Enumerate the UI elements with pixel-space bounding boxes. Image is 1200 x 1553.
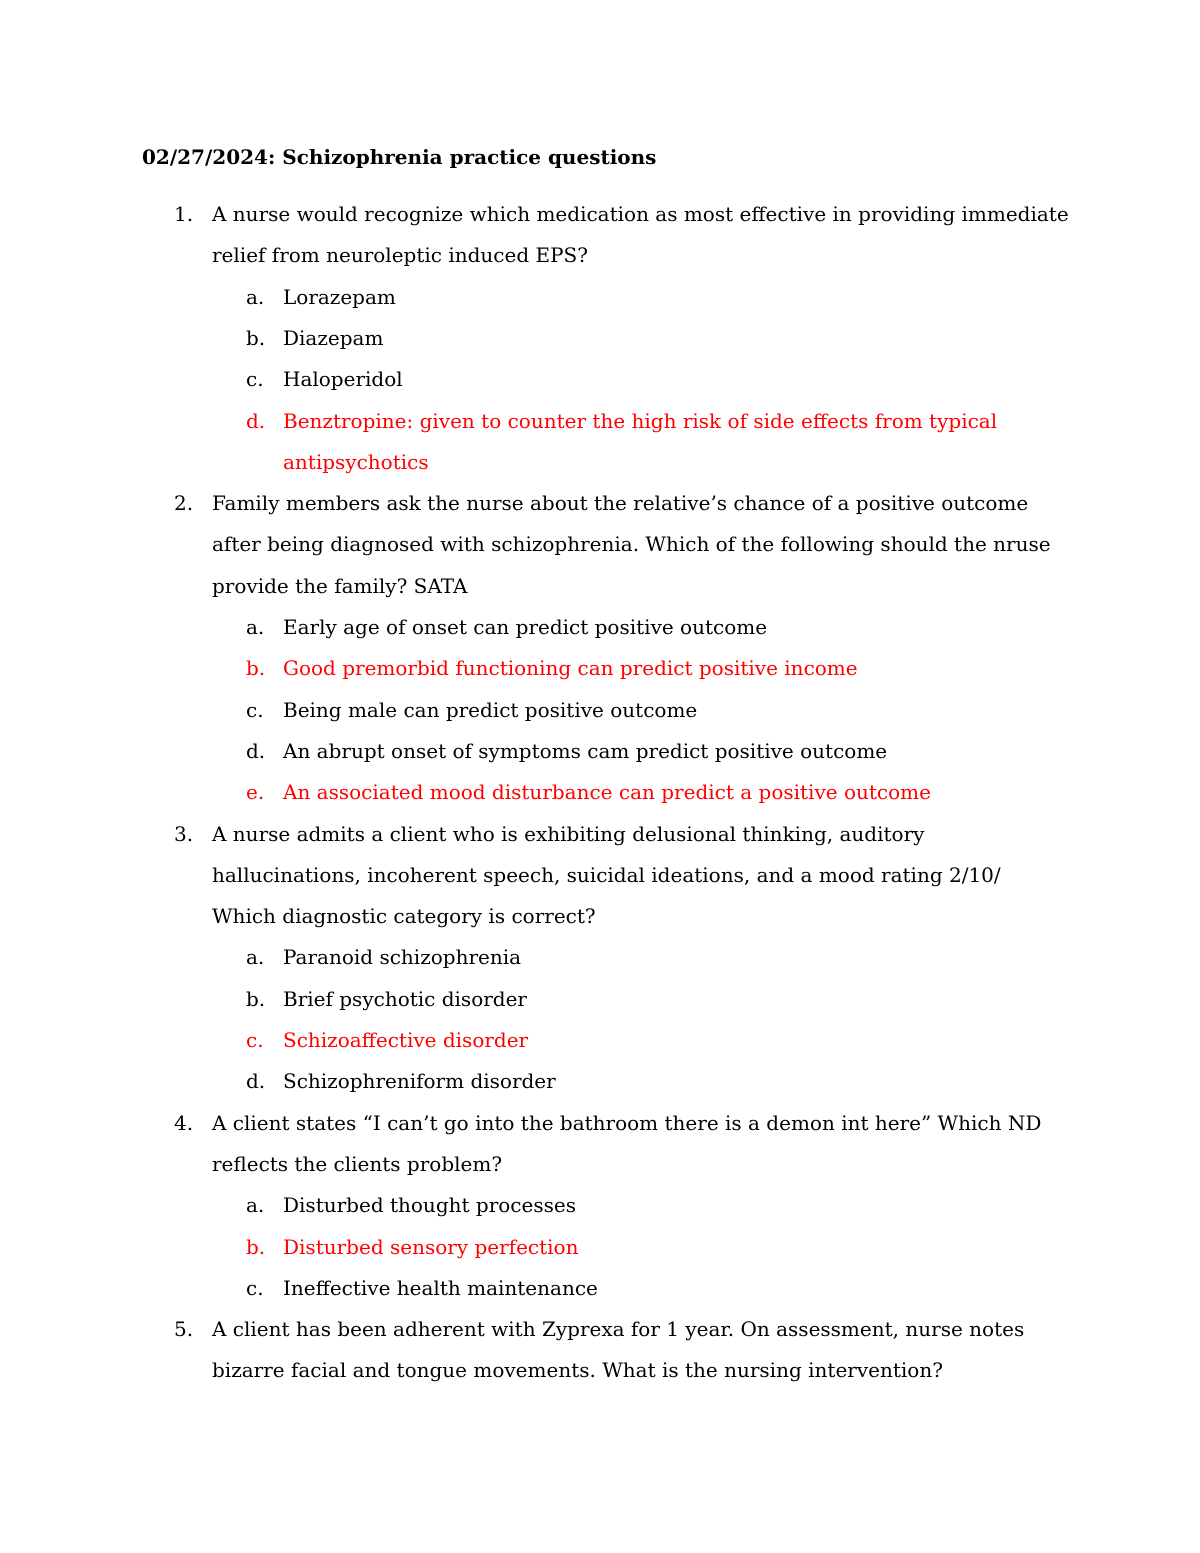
correct-answer-option: Good premorbid functioning can predict positive income bbox=[283, 656, 858, 681]
option-letter: a. bbox=[246, 284, 265, 309]
correct-answer-option: Benztropine: given to counter the high risk of side effects from typical bbox=[283, 408, 998, 433]
answer-option: Brief psychotic disorder bbox=[283, 986, 527, 1011]
option-letter: c. bbox=[246, 697, 264, 722]
question-text: relief from neuroleptic induced EPS? bbox=[212, 243, 588, 268]
answer-option: Early age of onset can predict positive outcome bbox=[283, 615, 768, 639]
question-text: hallucinations, incoherent speech, suicidal ideations, and a mood rating 2/10/ bbox=[212, 862, 1001, 887]
question-text: A nurse would recognize which medication as most effective in providing immediate bbox=[212, 202, 1069, 226]
question-number: 5. bbox=[174, 1317, 194, 1342]
option-letter: a. bbox=[246, 1193, 265, 1218]
answer-option: Disturbed thought processes bbox=[283, 1193, 576, 1218]
question-text: Which diagnostic category is correct? bbox=[212, 904, 596, 929]
question-number: 2. bbox=[174, 491, 194, 516]
answer-option: Schizophreniform disorder bbox=[283, 1069, 556, 1094]
option-letter: d. bbox=[246, 1069, 266, 1094]
option-letter: c. bbox=[246, 367, 264, 392]
question-number: 3. bbox=[174, 821, 194, 846]
option-letter: b. bbox=[246, 986, 266, 1011]
answer-option: Being male can predict positive outcome bbox=[283, 697, 698, 722]
option-letter: d. bbox=[246, 408, 266, 433]
option-letter: a. bbox=[246, 615, 265, 639]
correct-answer-option: Disturbed sensory perfection bbox=[283, 1234, 579, 1259]
answer-option: Ineffective health maintenance bbox=[283, 1275, 598, 1300]
option-letter: b. bbox=[246, 325, 266, 350]
question-text: A client states “I can’t go into the bathroom there is a demon int here” Which ND bbox=[212, 1110, 1042, 1135]
option-letter: b. bbox=[246, 656, 266, 681]
answer-option: Paranoid schizophrenia bbox=[283, 945, 522, 970]
question-text: provide the family? SATA bbox=[212, 573, 468, 598]
document-title: 02/27/2024: Schizophrenia practice questions bbox=[142, 145, 657, 169]
correct-answer-option: An associated mood disturbance can predict a positive outcome bbox=[283, 780, 931, 805]
option-letter: c. bbox=[246, 1028, 264, 1052]
option-letter: a. bbox=[246, 945, 265, 970]
question-text: A client has been adherent with Zyprexa for 1 year. On assessment, nurse notes bbox=[212, 1317, 1025, 1342]
correct-answer-option: antipsychotics bbox=[283, 449, 429, 474]
option-letter: e. bbox=[246, 780, 265, 805]
question-text: A nurse admits a client who is exhibiting delusional thinking, auditory bbox=[212, 821, 925, 846]
option-letter: c. bbox=[246, 1275, 264, 1300]
question-number: 1. bbox=[174, 202, 194, 226]
option-letter: b. bbox=[246, 1234, 266, 1259]
option-letter: d. bbox=[246, 738, 266, 763]
question-number: 4. bbox=[174, 1110, 194, 1135]
answer-option: Diazepam bbox=[283, 325, 384, 350]
answer-option: An abrupt onset of symptoms cam predict positive outcome bbox=[283, 738, 888, 763]
correct-answer-option: Schizoaffective disorder bbox=[283, 1028, 529, 1052]
question-text: bizarre facial and tongue movements. What is the nursing intervention? bbox=[212, 1358, 943, 1383]
answer-option: Haloperidol bbox=[283, 367, 403, 392]
question-text: after being diagnosed with schizophrenia. Which of the following should the nruse bbox=[212, 532, 1051, 557]
answer-option: Lorazepam bbox=[283, 284, 396, 309]
question-text: reflects the clients problem? bbox=[212, 1151, 503, 1176]
question-text: Family members ask the nurse about the relative’s chance of a positive outcome bbox=[212, 491, 1029, 516]
